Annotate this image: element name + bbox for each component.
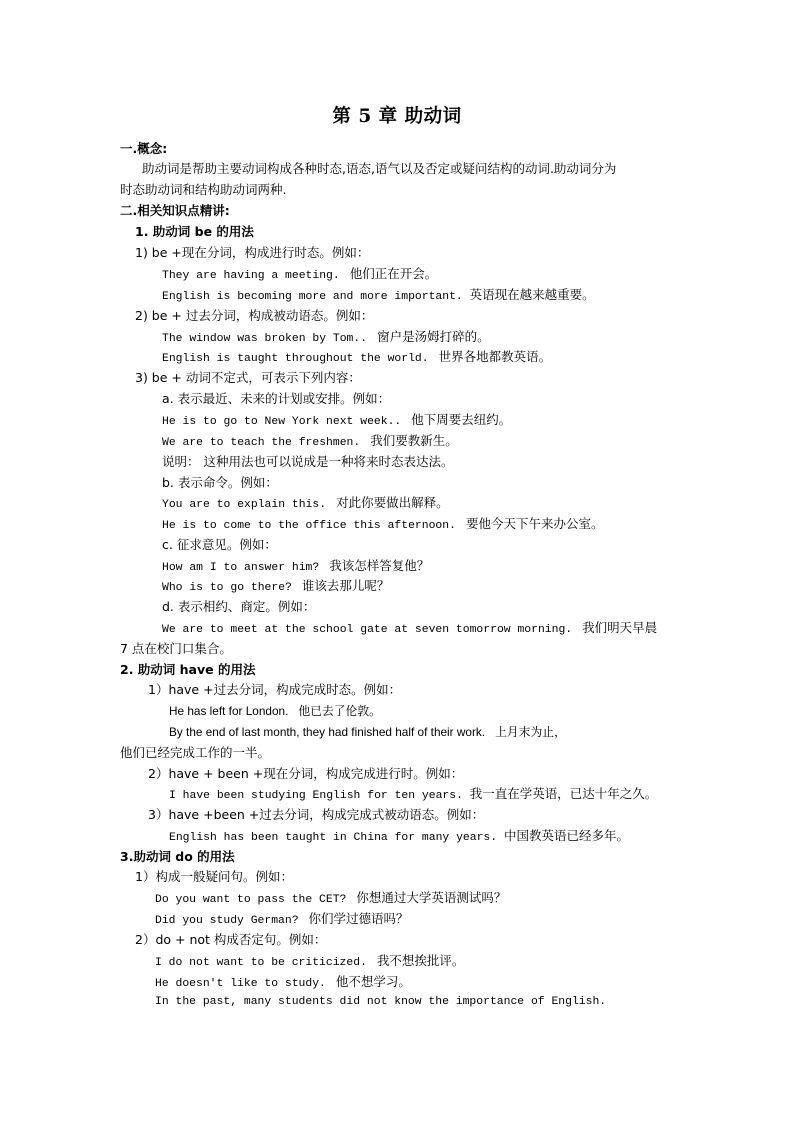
example-english: They are having a meeting. — [162, 270, 340, 282]
example-english: The window was broken by Tom.. — [162, 333, 368, 345]
example-chinese: 他已去了伦敦。 — [298, 704, 381, 718]
example-english: Who is to go there? — [162, 582, 292, 594]
example-line — [162, 578, 389, 596]
example-chinese: 中国教英语已经多年。 — [503, 828, 629, 843]
do-usage-2-heading: 2）do + not 构成否定句。例如： — [135, 932, 327, 947]
example-line — [162, 412, 511, 430]
section-heading-concept: 一.概念: — [120, 141, 168, 156]
section-heading-knowledge: 二.相关知识点精讲: — [120, 203, 230, 218]
be-usage-3a-heading: a. 表示最近、未来的计划或安排。例如： — [162, 391, 391, 406]
example-english: He is to come to the office this afternoon. — [162, 520, 456, 532]
example-chinese: 你想通过大学英语测试吗？ — [356, 890, 507, 905]
example-chinese: 谁该去那儿呢？ — [301, 578, 390, 593]
example-english: We are to meet at the school gate at seven tomorrow morning. — [162, 624, 573, 636]
example-continuation: 他们已经完成工作的一半。 — [120, 745, 271, 760]
example-chinese: 对此你要做出解释。 — [336, 495, 449, 510]
example-english: Did you study German? — [155, 915, 299, 927]
example-chinese: 我该怎样答复他？ — [329, 558, 430, 573]
example-line — [162, 329, 490, 347]
example-line — [162, 558, 429, 576]
example-line — [155, 974, 411, 992]
example-line — [162, 495, 449, 513]
be-usage-3-text: 3) be + 动词不定式，可表示下列内容： — [135, 370, 361, 385]
be-usage-1-heading — [135, 245, 369, 263]
example-chinese: 我不想挨批评。 — [376, 953, 465, 968]
do-usage-1-heading: 1）构成一般疑问句。例如： — [135, 869, 293, 884]
example-line — [162, 620, 657, 638]
example-english: I have been studying English for ten years. — [169, 790, 463, 802]
example-line — [155, 953, 464, 971]
be-usage-1-text: 1) be +现在分词，构成进行时态。例如： — [135, 245, 370, 260]
be-usage-2-text: 2) be + 过去分词，构成被动语态。例如： — [135, 308, 374, 323]
example-english: He doesn't like to study. — [155, 978, 326, 990]
example-line — [162, 516, 603, 534]
example-english: You are to explain this. — [162, 499, 327, 511]
example-continuation: 7 点在校门口集合。 — [120, 641, 232, 656]
example-line — [169, 786, 657, 804]
be-usage-3b-heading: b. 表示命令。例如： — [162, 475, 278, 490]
example-english: By the end of last month, they had finished half of their work. — [169, 725, 486, 739]
example-line — [162, 287, 595, 305]
example-line — [169, 724, 566, 740]
example-line — [155, 890, 506, 908]
example-chinese: 要他今天下午来办公室。 — [465, 516, 604, 531]
example-chinese: 英语现在越来越重要。 — [469, 287, 595, 302]
example-english: He has left for London. — [169, 704, 289, 718]
example-chinese: 我一直在学英语，已达十年之久。 — [469, 786, 658, 801]
example-english: Do you want to pass the CET? — [155, 894, 347, 906]
example-english: In the past, many students did not know the importance of English. — [155, 996, 607, 1008]
subsection-heading-be: 1. 助动词 be 的用法 — [135, 224, 254, 239]
example-english: English is becoming more and more important. — [162, 291, 463, 303]
concept-paragraph-line-1: 助动词是帮助主要动词构成各种时态,语态,语气以及否定或疑问结构的动词.助动词分为 — [142, 161, 617, 176]
example-english: How am I to answer him? — [162, 562, 320, 574]
be-usage-3-heading — [135, 370, 361, 388]
example-english: He is to go to New York next week.. — [162, 416, 402, 428]
example-line — [155, 911, 409, 929]
usage-note: 说明： 这种用法也可以说成是一种将来时态表达法。 — [162, 454, 454, 469]
example-chinese: 我们要教新生。 — [370, 433, 458, 448]
example-chinese: 我们明天早晨 — [582, 620, 658, 635]
example-chinese: 他们正在开会。 — [349, 266, 438, 281]
example-english: English has been taught in China for many years. — [169, 832, 498, 844]
example-line — [162, 433, 458, 451]
example-english: English is taught throughout the world. — [162, 353, 429, 365]
have-usage-3-heading: 3）have +been +过去分词，构成完成式被动语态。例如： — [148, 807, 485, 822]
example-line — [162, 349, 551, 367]
concept-paragraph-line-2: 时态助动词和结构助动词两种. — [120, 182, 287, 197]
page-title: 第 5 章 助动词 — [332, 106, 462, 127]
example-english: We are to teach the freshmen. — [162, 437, 361, 449]
example-chinese: 他下周要去纽约。 — [411, 412, 512, 427]
example-chinese: 上月末为止， — [495, 725, 566, 739]
example-chinese: 他不想学习。 — [335, 974, 411, 989]
example-chinese: 世界各地都教英语。 — [438, 349, 552, 364]
example-line — [155, 994, 606, 1010]
subsection-heading-do: 3.助动词 do 的用法 — [120, 849, 235, 864]
example-english: I do not want to be criticized. — [155, 957, 367, 969]
example-line — [162, 266, 437, 284]
have-usage-2-heading: 2）have + been +现在分词，构成完成进行时。例如： — [148, 766, 464, 781]
be-usage-3c-heading: c. 征求意见。例如： — [162, 537, 277, 552]
example-chinese: 你们学过德语吗？ — [308, 911, 409, 926]
example-line — [169, 828, 629, 846]
example-line — [169, 703, 381, 719]
be-usage-3d-heading: d. 表示相约、商定。例如： — [162, 599, 316, 614]
subsection-heading-have: 2. 助动词 have 的用法 — [120, 662, 256, 677]
example-chinese: 窗户是汤姆打碎的。 — [377, 329, 490, 344]
have-usage-1-heading: 1）have +过去分词，构成完成时态。例如： — [148, 682, 402, 697]
be-usage-2-heading — [135, 308, 373, 326]
